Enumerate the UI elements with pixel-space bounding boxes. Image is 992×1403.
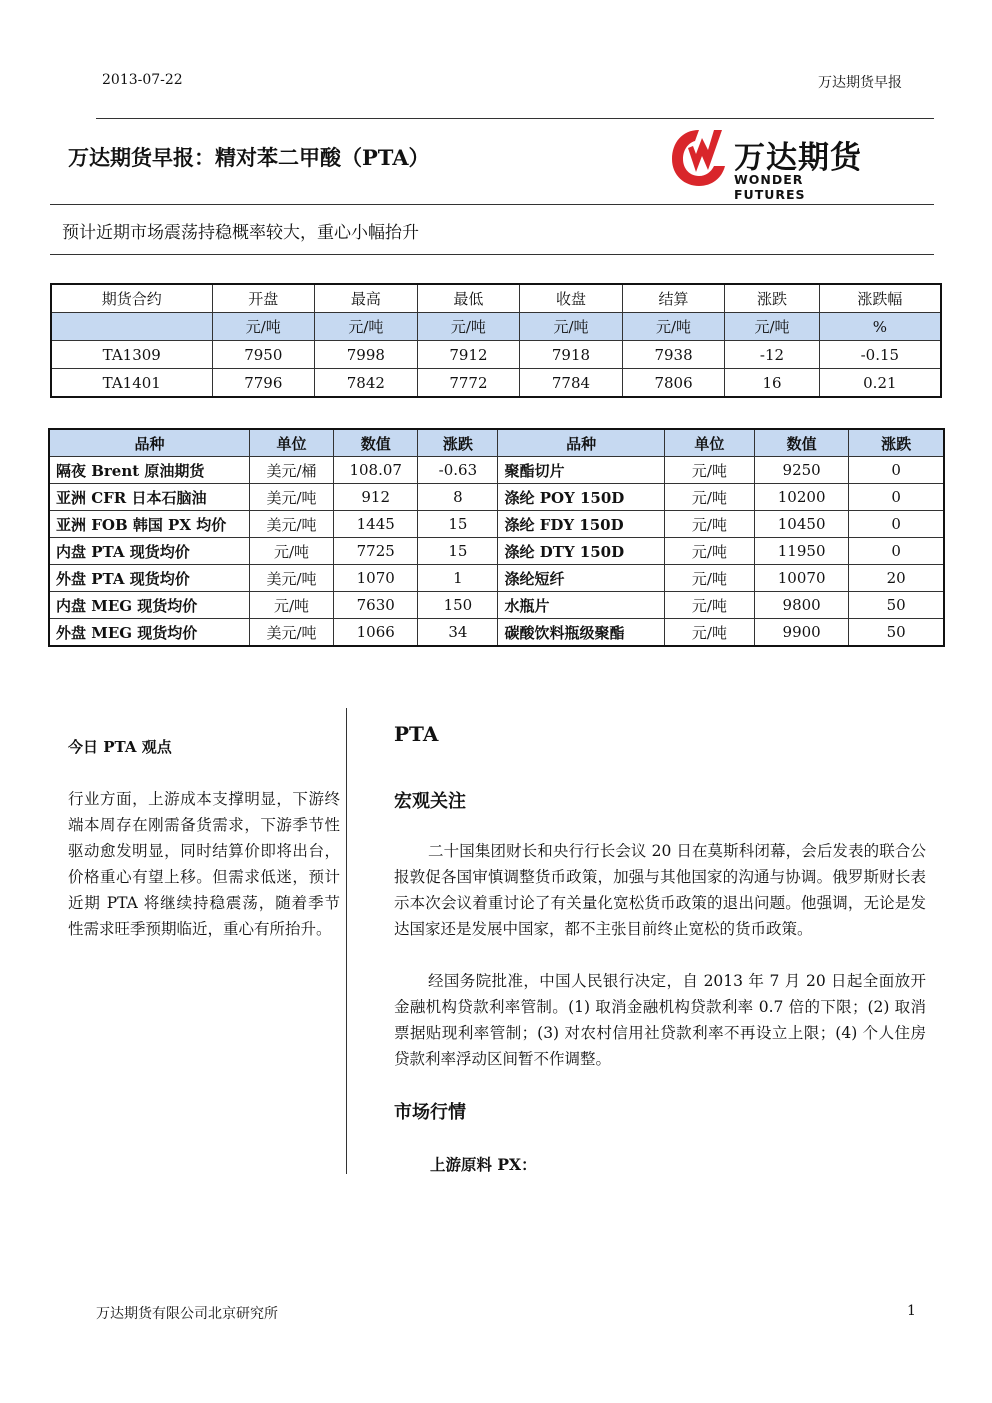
unit-cell: 元/吨 — [664, 511, 754, 538]
product-cell: 涤纶 POY 150D — [498, 484, 664, 511]
macro-paragraph: 二十国集团财长和央行行长会议 20 日在莫斯科闭幕，会后发表的联合公报敦促各国审慎调整货币政策，加强与其他国家的沟通与协调。俄罗斯财长表示本次会议着重讨论了有关量化宽松货币政策的退出问题。他强调，无论是发达国家还是发展中国家，都不主张目前终止宽松的货币政策。 — [394, 842, 926, 938]
change-cell: 34 — [418, 619, 498, 647]
logo-text-en: WONDER FUTURES — [734, 172, 806, 202]
header-cell: 期货合约 — [51, 284, 212, 313]
value-cell: 10450 — [755, 511, 849, 538]
table-cell: 7998 — [315, 341, 418, 369]
table-row — [49, 484, 944, 511]
view-title: 今日 PTA 观点 — [68, 738, 172, 756]
futures-table — [50, 283, 942, 398]
unit-cell: 元/吨 — [664, 565, 754, 592]
table-row — [49, 511, 944, 538]
value-cell: 9800 — [755, 592, 849, 619]
unit-cell: 元/吨 — [417, 313, 520, 341]
unit-cell: 元/吨 — [664, 619, 754, 647]
table-header-row — [51, 284, 941, 313]
table-cell: 7938 — [622, 341, 725, 369]
header-rule — [96, 118, 934, 119]
table-cell: -12 — [725, 341, 819, 369]
value-cell: 1070 — [334, 565, 418, 592]
header-cell: 涨跌幅 — [819, 284, 941, 313]
product-cell: 涤纶短纤 — [498, 565, 664, 592]
table-cell: 7772 — [417, 369, 520, 398]
change-cell: 50 — [849, 619, 944, 647]
value-cell: 9900 — [755, 619, 849, 647]
unit-cell: 美元/吨 — [249, 511, 333, 538]
unit-cell: 美元/吨 — [249, 484, 333, 511]
table-row — [49, 538, 944, 565]
header-cell: 最低 — [417, 284, 520, 313]
contract-cell: TA1309 — [51, 341, 212, 369]
table-row — [49, 457, 944, 484]
change-cell: 0 — [849, 538, 944, 565]
logo-text-cn: 万达期货 — [734, 140, 862, 176]
header-cell: 结算 — [622, 284, 725, 313]
table-cell: 7918 — [520, 341, 623, 369]
value-cell: 1445 — [334, 511, 418, 538]
change-cell: 15 — [418, 538, 498, 565]
view-body: 行业方面，上游成本支撑明显，下游终端本周存在刚需备货需求，下游季节性驱动愈发明显，同时结算价即将出台，价格重心有望上移。但需求低迷，预计近期 PTA 将继续持稳震荡，随着季节性需求旺季预期临近，重心有所抬升。 — [68, 790, 340, 938]
unit-cell: 元/吨 — [249, 592, 333, 619]
header-cell: 品种 — [498, 429, 664, 457]
product-cell: 水瓶片 — [498, 592, 664, 619]
company-logo — [668, 126, 878, 202]
table-row — [51, 341, 941, 369]
value-cell: 11950 — [755, 538, 849, 565]
wonder-logo-icon — [668, 126, 730, 190]
header-cell: 单位 — [249, 429, 333, 457]
table-cell: 7842 — [315, 369, 418, 398]
table-cell: 0.21 — [819, 369, 941, 398]
unit-cell: 元/吨 — [249, 538, 333, 565]
unit-cell: 美元/桶 — [249, 457, 333, 484]
product-cell: 涤纶 FDY 150D — [498, 511, 664, 538]
value-cell: 1066 — [334, 619, 418, 647]
section-heading-market: 市场行情 — [394, 1102, 466, 1123]
document-title: 万达期货早报：精对苯二甲酸（PTA） — [68, 145, 430, 170]
unit-cell: 元/吨 — [212, 313, 315, 341]
unit-cell: 元/吨 — [664, 592, 754, 619]
value-cell: 9250 — [755, 457, 849, 484]
unit-cell — [51, 313, 212, 341]
value-cell: 7630 — [334, 592, 418, 619]
product-cell: 内盘 MEG 现货均价 — [49, 592, 249, 619]
change-cell: 15 — [418, 511, 498, 538]
macro-paragraph: 经国务院批准，中国人民银行决定，自 2013 年 7 月 20 日起全面放开金融机构贷款利率管制。(1) 取消金融机构贷款利率 0.7 倍的下限；(2) 取消票据贴现利率管制；(3) 对农村信用社贷款利率不再设立上限；(4) 个人住房贷款利率浮动区间暂不作调整。 — [394, 972, 926, 1068]
unit-cell: 元/吨 — [725, 313, 819, 341]
table-cell: 7796 — [212, 369, 315, 398]
product-cell: 外盘 MEG 现货均价 — [49, 619, 249, 647]
table-cell: 7806 — [622, 369, 725, 398]
unit-cell: % — [819, 313, 941, 341]
column-divider — [346, 708, 347, 1174]
unit-cell: 元/吨 — [315, 313, 418, 341]
header-cell: 涨跌 — [725, 284, 819, 313]
product-cell: 隔夜 Brent 原油期货 — [49, 457, 249, 484]
value-cell: 108.07 — [334, 457, 418, 484]
change-cell: 0 — [849, 511, 944, 538]
table-cell: -0.15 — [819, 341, 941, 369]
header-cell: 数值 — [334, 429, 418, 457]
product-cell: 外盘 PTA 现货均价 — [49, 565, 249, 592]
header-cell: 涨跌 — [418, 429, 498, 457]
summary-subtitle: 预计近期市场震荡持稳概率较大，重心小幅抬升 — [62, 223, 419, 243]
section-heading-macro: 宏观关注 — [394, 791, 466, 812]
change-cell: 50 — [849, 592, 944, 619]
value-cell: 912 — [334, 484, 418, 511]
table-row — [51, 369, 941, 398]
change-cell: -0.63 — [418, 457, 498, 484]
unit-cell: 元/吨 — [664, 538, 754, 565]
report-date: 2013-07-22 — [102, 72, 183, 88]
unit-cell: 元/吨 — [622, 313, 725, 341]
change-cell: 0 — [849, 457, 944, 484]
header-cell: 单位 — [664, 429, 754, 457]
product-cell: 内盘 PTA 现货均价 — [49, 538, 249, 565]
change-cell: 20 — [849, 565, 944, 592]
footer-organization: 万达期货有限公司北京研究所 — [96, 1306, 278, 1322]
table-row — [49, 592, 944, 619]
table-cell: 16 — [725, 369, 819, 398]
unit-cell: 元/吨 — [664, 457, 754, 484]
page-number: 1 — [907, 1303, 916, 1319]
header-cell: 开盘 — [212, 284, 315, 313]
header-cell: 品种 — [49, 429, 249, 457]
header-cell: 数值 — [755, 429, 849, 457]
section-heading-pta: PTA — [394, 722, 439, 746]
product-cell: 亚洲 FOB 韩国 PX 均价 — [49, 511, 249, 538]
title-rule — [50, 204, 934, 205]
unit-cell: 元/吨 — [664, 484, 754, 511]
unit-cell: 元/吨 — [520, 313, 623, 341]
subtitle-rule — [50, 254, 934, 255]
value-cell: 10200 — [755, 484, 849, 511]
header-cell: 最高 — [315, 284, 418, 313]
unit-cell: 美元/吨 — [249, 619, 333, 647]
change-cell: 0 — [849, 484, 944, 511]
value-cell: 7725 — [334, 538, 418, 565]
table-row — [49, 565, 944, 592]
header-cell: 涨跌 — [849, 429, 944, 457]
spot-price-table — [48, 428, 945, 647]
value-cell: 10070 — [755, 565, 849, 592]
table-header-row — [49, 429, 944, 457]
table-cell: 7912 — [417, 341, 520, 369]
subheading-px: 上游原料 PX： — [430, 1155, 537, 1174]
product-cell: 涤纶 DTY 150D — [498, 538, 664, 565]
publication-name: 万达期货早报 — [818, 75, 902, 91]
change-cell: 1 — [418, 565, 498, 592]
table-unit-row — [51, 313, 941, 341]
change-cell: 8 — [418, 484, 498, 511]
table-cell: 7784 — [520, 369, 623, 398]
table-row — [49, 619, 944, 647]
contract-cell: TA1401 — [51, 369, 212, 398]
unit-cell: 美元/吨 — [249, 565, 333, 592]
product-cell: 亚洲 CFR 日本石脑油 — [49, 484, 249, 511]
product-cell: 聚酯切片 — [498, 457, 664, 484]
header-cell: 收盘 — [520, 284, 623, 313]
product-cell: 碳酸饮料瓶级聚酯 — [498, 619, 664, 647]
change-cell: 150 — [418, 592, 498, 619]
table-cell: 7950 — [212, 341, 315, 369]
